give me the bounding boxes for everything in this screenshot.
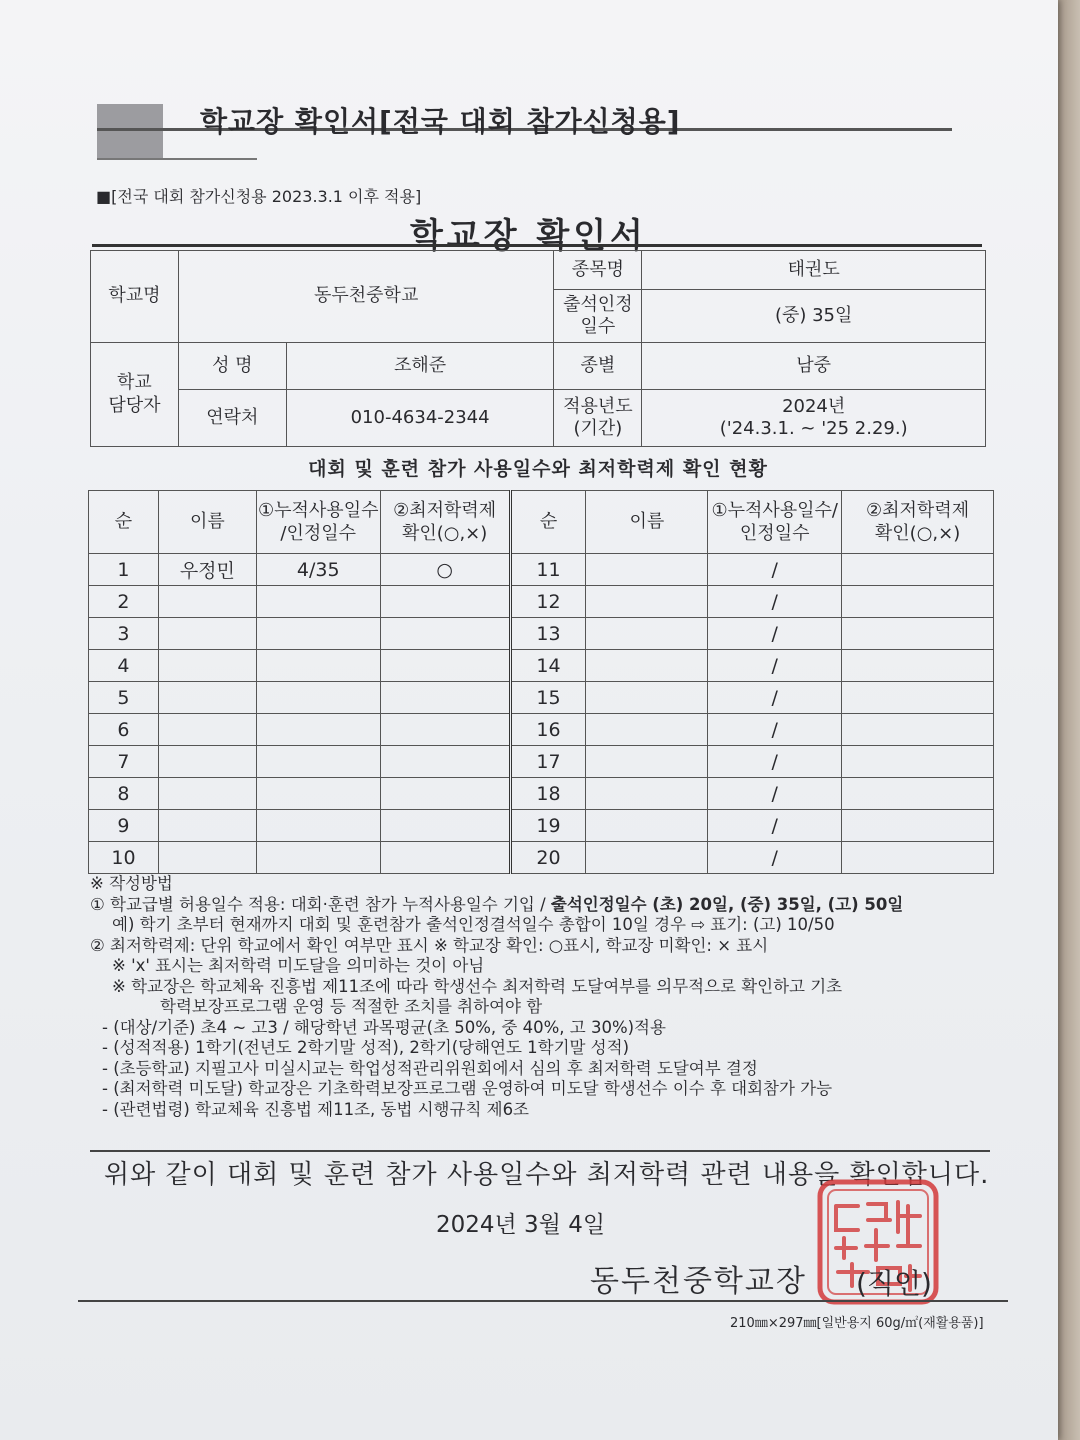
row-check bbox=[380, 746, 510, 778]
row-name bbox=[158, 810, 256, 842]
table-row bbox=[89, 810, 994, 842]
row-name bbox=[586, 778, 708, 810]
row-days: / bbox=[708, 586, 842, 618]
note-4: ※ 학교장은 학교체육 진흥법 제11조에 따라 학생선수 최저학력 도달여부를 의무적으로 확인하고 기초 bbox=[112, 976, 843, 996]
section-title: 대회 및 훈련 참가 사용일수와 최저학력제 확인 현황 bbox=[308, 458, 768, 480]
row-check bbox=[380, 714, 510, 746]
row-days bbox=[256, 714, 380, 746]
row-days: / bbox=[708, 842, 842, 874]
row-name bbox=[158, 842, 256, 874]
school-label: 학교명 bbox=[91, 251, 179, 343]
name-label: 성 명 bbox=[178, 343, 286, 390]
row-days bbox=[256, 650, 380, 682]
title-rule bbox=[92, 244, 982, 247]
row-no: 5 bbox=[89, 682, 159, 714]
phone-label: 연락처 bbox=[178, 390, 286, 447]
row-check bbox=[842, 586, 994, 618]
sport-value: 태권도 bbox=[642, 251, 986, 290]
phone-value: 010-4634-2344 bbox=[286, 390, 554, 447]
row-no: 7 bbox=[89, 746, 159, 778]
row-no: 14 bbox=[510, 650, 586, 682]
col-check-right: ②최저학력제 확인(○,×) bbox=[842, 491, 994, 554]
notes-heading: ※ 작성방법 bbox=[90, 874, 173, 893]
detail-2: - (성적적용) 1학기(전년도 2학기말 성적), 2학기(당해연도 1학기말 성적) bbox=[102, 1038, 630, 1057]
row-check bbox=[842, 810, 994, 842]
row-days bbox=[256, 810, 380, 842]
row-name bbox=[158, 714, 256, 746]
row-name bbox=[158, 682, 256, 714]
row-days: 4/35 bbox=[256, 554, 380, 586]
row-days: / bbox=[708, 554, 842, 586]
row-check bbox=[380, 842, 510, 874]
row-check bbox=[380, 586, 510, 618]
detail-4: - (최저학력 미도달) 학교장은 기초학력보장프로그램 운영하여 미도달 학생선수 이수 후 대회참가 가능 bbox=[102, 1079, 833, 1098]
row-check bbox=[842, 650, 994, 682]
row-no: 18 bbox=[510, 778, 586, 810]
row-name bbox=[586, 650, 708, 682]
row-no: 3 bbox=[89, 618, 159, 650]
row-check bbox=[842, 682, 994, 714]
col-no-right: 순 bbox=[510, 491, 586, 554]
row-check bbox=[842, 778, 994, 810]
row-days bbox=[256, 586, 380, 618]
issue-date: 2024년 3월 4일 bbox=[436, 1212, 606, 1238]
row-name bbox=[586, 714, 708, 746]
gender-label: 종별 bbox=[554, 343, 642, 390]
detail-3: - (초등학교) 지필고사 미실시교는 학업성적관리위원회에서 심의 후 최저학력 도달여부 결정 bbox=[102, 1058, 758, 1078]
row-check: ○ bbox=[380, 554, 510, 586]
row-no: 19 bbox=[510, 810, 586, 842]
row-name bbox=[586, 810, 708, 842]
gender-value: 남중 bbox=[642, 343, 986, 390]
row-check bbox=[842, 618, 994, 650]
note-4b: 학력보장프로그램 운영 등 적절한 조치를 취하여야 함 bbox=[160, 997, 543, 1016]
year-label: 적용년도 (기간) bbox=[554, 390, 642, 447]
row-name bbox=[586, 586, 708, 618]
header-gray-block bbox=[97, 104, 163, 160]
paper-spec: 210㎜×297㎜[일반용지 60g/㎡(재활용품)] bbox=[730, 1316, 984, 1331]
detail-5: - (관련법령) 학교체육 진흥법 제11조, 동법 시행규칙 제6조 bbox=[102, 1099, 529, 1119]
row-days: / bbox=[708, 810, 842, 842]
table-row bbox=[89, 778, 994, 810]
info-table bbox=[90, 250, 986, 447]
attend-value: (중) 35일 bbox=[642, 290, 986, 343]
row-days bbox=[256, 618, 380, 650]
row-no: 20 bbox=[510, 842, 586, 874]
col-check-left: ②최저학력제 확인(○,×) bbox=[380, 491, 510, 554]
name-value: 조해준 bbox=[286, 343, 554, 390]
row-no: 8 bbox=[89, 778, 159, 810]
row-name bbox=[586, 554, 708, 586]
row-check bbox=[380, 650, 510, 682]
document-title: 학교장 확인서 bbox=[410, 216, 647, 256]
confirmation-statement: 위와 같이 대회 및 훈련 참가 사용일수와 최저학력 관련 내용을 확인합니다. bbox=[104, 1160, 990, 1190]
table-row bbox=[89, 618, 994, 650]
row-name: 우정민 bbox=[158, 554, 256, 586]
row-no: 4 bbox=[89, 650, 159, 682]
detail-1: - (대상/기준) 초4 ~ 고3 / 해당학년 과목평균(초 50%, 중 40%, 고 30%)적용 bbox=[102, 1017, 666, 1037]
note-3: ※ 'x' 표시는 최저학력 미도달을 의미하는 것이 아님 bbox=[112, 956, 485, 975]
row-days bbox=[256, 842, 380, 874]
row-days: / bbox=[708, 778, 842, 810]
row-name bbox=[586, 746, 708, 778]
bottom-rule bbox=[78, 1300, 1008, 1302]
note-1-text: ① 학교급별 허용일수 적용: 대회·훈련 참가 누적사용일수 기입 / bbox=[90, 894, 551, 914]
col-name-left: 이름 bbox=[158, 491, 256, 554]
row-days: / bbox=[708, 618, 842, 650]
row-days: / bbox=[708, 682, 842, 714]
row-days bbox=[256, 746, 380, 778]
col-days-left: ①누적사용일수 /인정일수 bbox=[256, 491, 380, 554]
row-name bbox=[158, 650, 256, 682]
row-no: 16 bbox=[510, 714, 586, 746]
row-days bbox=[256, 682, 380, 714]
row-check bbox=[842, 842, 994, 874]
note-1-example: 예) 학기 초부터 현재까지 대회 및 훈련참가 출석인정결석일수 총합이 10일 경우 ⇨ 표기: (고) 10/50 bbox=[112, 915, 835, 934]
row-no: 11 bbox=[510, 554, 586, 586]
row-name bbox=[158, 586, 256, 618]
usage-table bbox=[88, 490, 994, 874]
row-check bbox=[842, 714, 994, 746]
row-no: 17 bbox=[510, 746, 586, 778]
row-no: 10 bbox=[89, 842, 159, 874]
row-no: 6 bbox=[89, 714, 159, 746]
notes-rule bbox=[90, 1150, 990, 1152]
instructions bbox=[90, 874, 1010, 1120]
row-no: 9 bbox=[89, 810, 159, 842]
row-check bbox=[842, 746, 994, 778]
row-check bbox=[380, 618, 510, 650]
signer-name: 동두천중학교장 bbox=[590, 1264, 807, 1299]
table-row bbox=[89, 554, 994, 586]
attend-label: 출석인정 일수 bbox=[554, 290, 642, 343]
version-note: ■[전국 대회 참가신청용 2023.3.1 이후 적용] bbox=[96, 187, 422, 206]
year-value: 2024년 ('24.3.1. ~ '25 2.29.) bbox=[642, 390, 986, 447]
row-no: 15 bbox=[510, 682, 586, 714]
row-no: 1 bbox=[89, 554, 159, 586]
table-row bbox=[89, 650, 994, 682]
contact-person-label: 학교 담당자 bbox=[91, 343, 179, 447]
row-name bbox=[158, 778, 256, 810]
row-name bbox=[586, 682, 708, 714]
note-2: ② 최저학력제: 단위 학교에서 확인 여부만 표시 ※ 학교장 확인: ○표시, 학교장 미확인: × 표시 bbox=[90, 935, 769, 955]
row-name bbox=[158, 746, 256, 778]
row-name bbox=[586, 618, 708, 650]
col-days-right: ①누적사용일수/ 인정일수 bbox=[708, 491, 842, 554]
header-rule-thin bbox=[97, 158, 257, 160]
table-row bbox=[89, 682, 994, 714]
row-days: / bbox=[708, 714, 842, 746]
seal-placeholder: (직인) bbox=[856, 1267, 932, 1300]
col-name-right: 이름 bbox=[586, 491, 708, 554]
note-1-bold: 출석인정일수 (초) 20일, (중) 35일, (고) 50일 bbox=[550, 894, 904, 914]
row-name bbox=[586, 842, 708, 874]
note-1 bbox=[90, 895, 1010, 916]
row-no: 13 bbox=[510, 618, 586, 650]
row-days: / bbox=[708, 746, 842, 778]
row-name bbox=[158, 618, 256, 650]
row-check bbox=[380, 810, 510, 842]
row-check bbox=[380, 682, 510, 714]
row-no: 12 bbox=[510, 586, 586, 618]
col-no-left: 순 bbox=[89, 491, 159, 554]
table-row bbox=[89, 842, 994, 874]
row-days: / bbox=[708, 650, 842, 682]
row-no: 2 bbox=[89, 586, 159, 618]
table-row bbox=[89, 746, 994, 778]
header-title: 학교장 확인서[전국 대회 참가신청용] bbox=[200, 105, 681, 138]
row-check bbox=[842, 554, 994, 586]
row-days bbox=[256, 778, 380, 810]
table-row bbox=[89, 714, 994, 746]
table-row bbox=[89, 586, 994, 618]
row-check bbox=[380, 778, 510, 810]
sport-label: 종목명 bbox=[554, 251, 642, 290]
school-value: 동두천중학교 bbox=[178, 251, 554, 343]
